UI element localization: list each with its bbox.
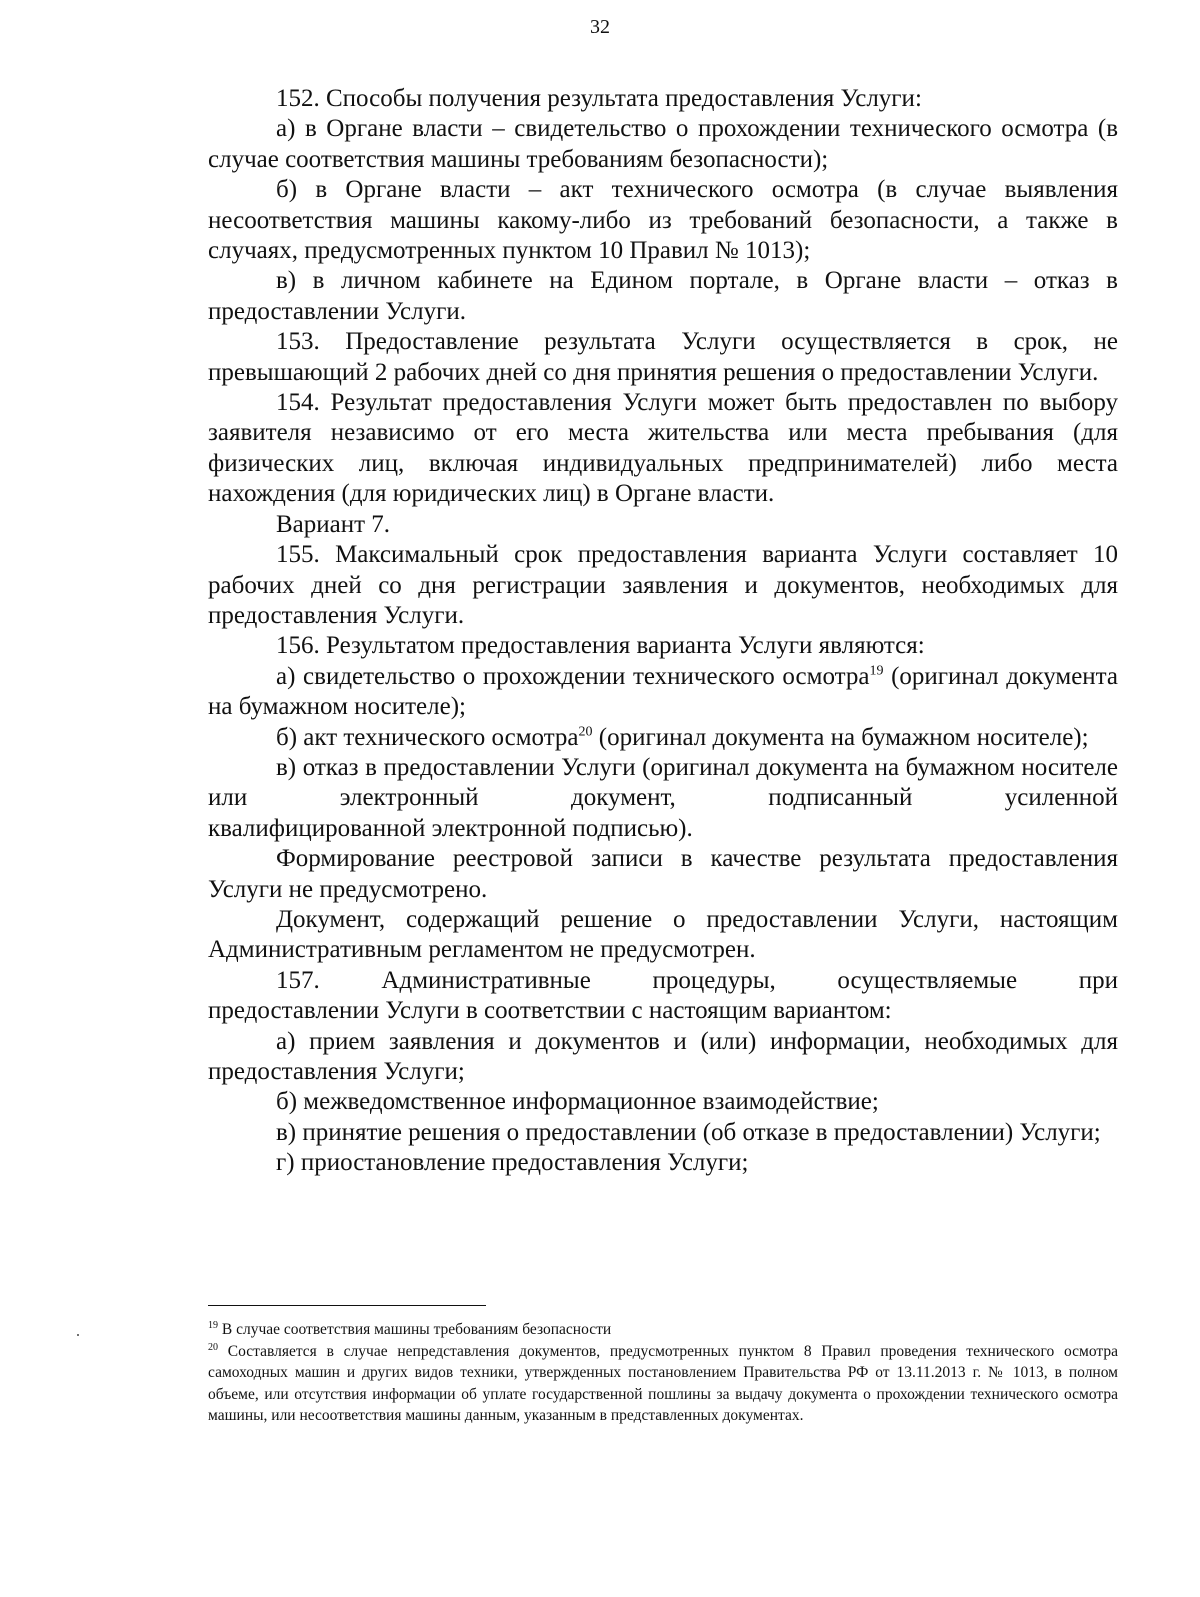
variant-heading: Вариант 7.	[276, 510, 391, 538]
paragraph-157-a: а) прием заявления и документов и (или) информации, необходимых для предоставления Услуги;	[208, 1027, 1118, 1085]
footnote-mark-20: 20	[208, 1341, 218, 1353]
footnote-separator	[208, 1305, 486, 1306]
paragraph-154: 154. Результат предоставления Услуги может быть предоставлен по выбору заявителя независимо от его места жительства или места пребывания (для физических лиц, включая индивидуальных предпринимателей) либо места нахождения (для юридических лиц) в Органе власти.	[208, 389, 1118, 508]
paragraph-152-v: в) в личном кабинете на Едином портале, в Органе власти – отказ в предоставлении Услуги.	[208, 267, 1118, 325]
paragraph-153: 153. Предоставление результата Услуги осуществляется в срок, не превышающий 2 рабочих дней со дня принятия решения о предоставлении Услуги.	[208, 328, 1118, 386]
paragraph-decision-note: Документ, содержащий решение о предоставлении Услуги, настоящим Административным регламентом не предусмотрен.	[208, 905, 1118, 964]
footnote-ref-19[interactable]: 19	[869, 663, 884, 679]
paragraph-157: 157. Административные процедуры, осуществляемые при	[276, 966, 1118, 994]
item-a-tail: (оригинал документа на бумажном носителе);	[208, 662, 1119, 721]
paragraph-152-a: а) в Органе власти – свидетельство о прохождении технического осмотра (в случае соответствия машины требованиям безопасности);	[208, 115, 1118, 173]
item-a-text: а) свидетельство о прохождении технического осмотра	[276, 662, 870, 690]
document-body	[208, 84, 1118, 1179]
scan-speck	[77, 1334, 79, 1336]
footnote-ref-20[interactable]: 20	[578, 724, 593, 740]
paragraph-157-b: б) межведомственное информационное взаимодействие;	[276, 1088, 879, 1116]
footnotes	[208, 1319, 1118, 1427]
paragraph-157-cont: предоставлении Услуги в соответствии с настоящим вариантом:	[208, 997, 892, 1025]
paragraph-registry-note: Формирование реестровой записи в качестве результата предоставления Услуги не предусмотрено.	[208, 845, 1118, 903]
footnote-20	[208, 1341, 1118, 1427]
item-b-text: б) акт технического осмотра	[276, 723, 579, 751]
footnote-mark-19: 19	[208, 1319, 218, 1331]
item-b-tail: (оригинал документа на бумажном носителе);	[592, 723, 1089, 751]
paragraph-157-v: в) принятие решения о предоставлении (об отказе в предоставлении) Услуги;	[276, 1118, 1101, 1146]
footnote-20-text: Составляется в случае непредставления документов, предусмотренных пунктом 8 Правил проведения технического осмотра самоходных машин и других видов техники, утвержденных постановлением Правительства РФ от 13.11.2013 г. № 1013, в полном объеме, или отсутствия информации об уплате государственной пошлины за выдачу документа о прохождении технического осмотра машины, или несоответствия машины данным, указанным в представленных документах.	[208, 1342, 1118, 1424]
paragraph-156: 156. Результатом предоставления варианта Услуги являются:	[276, 632, 925, 660]
footnote-19	[208, 1319, 1118, 1341]
page-number: 32	[590, 16, 610, 38]
footnote-19-text: В случае соответствия машины требованиям безопасности	[218, 1321, 612, 1338]
paragraph-156-v-cont: квалифицированной электронной подписью).	[208, 814, 693, 842]
paragraph-155: 155. Максимальный срок предоставления варианта Услуги составляет 10 рабочих дней со дня регистрации заявления и документов, необходимых для предоставления Услуги.	[208, 541, 1118, 629]
paragraph-152-b: б) в Органе власти – акт технического осмотра (в случае выявления несоответствия машины какому-либо из требований безопасности, а также в случаях, предусмотренных пунктом 10 Правил № 1013);	[208, 176, 1118, 265]
paragraph-156-a	[208, 662, 1118, 723]
paragraph-156-v: в) отказ в предоставлении Услуги (оригинал документа на бумажном носителе или электронный документ, подписанный усиленной	[208, 753, 1118, 812]
paragraph-152: 152. Способы получения результата предоставления Услуги:	[276, 85, 922, 112]
paragraph-157-g: г) приостановление предоставления Услуги;	[276, 1149, 749, 1177]
paragraph-156-b	[208, 723, 1118, 753]
